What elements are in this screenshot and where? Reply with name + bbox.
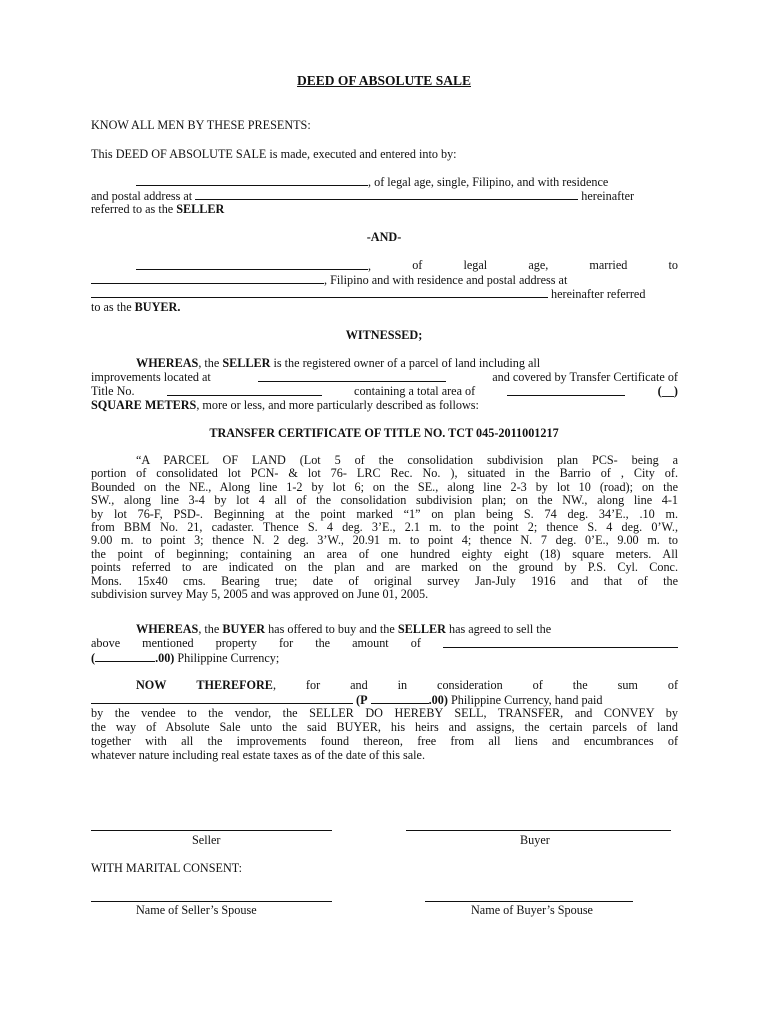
conveyance-text (91, 706, 678, 762)
description-row: Mons. 15x40 cms. Bearing true; date of original survey Jan-July 1916 and that of the (91, 573, 678, 588)
now-therefore-row-2 (91, 692, 602, 707)
seller-spouse-label: Name of Seller’s Spouse (136, 903, 257, 917)
seller-hereinafter: hereinafter (581, 189, 635, 203)
whereas2-offered: has offered to buy and the (265, 622, 398, 636)
price-figure-blank[interactable] (371, 692, 429, 704)
description-row: subdivision survey May 5, 2005 and was approved on June 01, 2005. (91, 586, 429, 601)
seller-term: SELLER (176, 202, 225, 216)
seller-signature-line[interactable] (91, 830, 332, 831)
title-no-label: Title No. (91, 384, 135, 398)
whereas1-the: , the (198, 356, 223, 370)
seller-term-2: SELLER (222, 356, 271, 370)
description-row: 9.00 m. to point 3; thence N. 2 deg. 3’W., 20.91 m. to point 4; thence N. 7 deg. 0’E., 9.00 m. to (91, 533, 678, 548)
price-words-blank[interactable] (91, 692, 353, 704)
description-row: Bounded on the NE., Along line 1-2 by lot 6; on the SE., along line 2-3 by lot 10 (road); on the (91, 479, 678, 494)
whereas2-row-3 (91, 650, 279, 665)
whereas1-row-1 (136, 356, 678, 370)
consideration-word: the (572, 678, 588, 692)
title-no-blank[interactable] (167, 384, 322, 396)
seller-line-2 (91, 188, 634, 203)
seller-line-1 (136, 174, 608, 189)
buyer-term-2: BUYER (222, 622, 266, 636)
amount-paren-open: ( (91, 651, 96, 665)
buyer-signature-line[interactable] (406, 830, 671, 831)
amount-figure-blank[interactable] (95, 650, 155, 662)
amount-word: property (215, 636, 257, 650)
and-separator (0, 230, 768, 244)
amount-words-blank[interactable] (443, 636, 678, 648)
buyer-line-2-text: , Filipino and with residence and postal address at (324, 273, 568, 287)
marital-consent-label: WITH MARITAL CONSENT: (91, 861, 242, 875)
whereas2-agreed: has agreed to sell the (445, 622, 552, 636)
buyer-line-4 (91, 300, 180, 314)
buyer-referred-text: to as the (91, 300, 132, 314)
whereas2-row-2 (91, 636, 678, 650)
therefore-comma: , (272, 678, 276, 692)
currency-text: Philippine Currency; (174, 651, 280, 665)
conveyance-row: by the vendee to the vendor, the SELLER DO HEREBY SELL, TRANSFER, and CONVEY by (91, 706, 678, 720)
buyer-word-age: age, (528, 258, 549, 272)
seller-line-1-text: , of legal age, single, Filipino, and with residence (368, 175, 609, 189)
tct-heading-text: TRANSFER CERTIFICATE OF TITLE NO. TCT 045-2011001217 (209, 426, 559, 440)
total-area-text: containing a total area of (354, 384, 476, 398)
buyer-signature-label: Buyer (520, 833, 550, 847)
consideration-word: for (305, 678, 321, 692)
buyer-spouse-blank[interactable] (91, 272, 324, 284)
description-row: “A PARCEL OF LAND (Lot 5 of the consolidation subdivision plan PCS- being a (136, 453, 678, 467)
hand-paid-text: Philippine Currency, hand paid (447, 693, 603, 707)
description-row: from BBM No. 21, cadaster. Thence S. 4 deg. 3’E., 2.1 m. to the point 2; thence S. 4 deg. 0’W., (91, 519, 678, 534)
consideration-word: of (532, 678, 543, 692)
whereas1-text: is the registered owner of a parcel of land including all (270, 356, 541, 370)
whereas-term: WHEREAS (136, 356, 199, 370)
description-row: portion of consolidated lot PCN- & lot 76- LRC Rec. No. ), situated in the Barrio of , City of. (91, 466, 678, 481)
and-text: -AND- (366, 230, 402, 244)
price-paren-open: (P (356, 693, 368, 707)
consideration-word: consideration (437, 678, 503, 692)
buyer-line-3 (91, 286, 645, 301)
buyer-spouse-signature-line[interactable] (425, 901, 633, 902)
buyer-word-to: to (668, 258, 678, 272)
covered-by-text: and covered by Transfer Certificate of (492, 370, 678, 384)
described-text: , more or less, and more particularly described as follows: (196, 398, 479, 412)
intro-text: KNOW ALL MEN BY THESE PRESENTS: (91, 118, 311, 132)
price-cents: .00) (428, 693, 448, 707)
seller-line-3 (91, 202, 224, 216)
witnessed-heading (0, 328, 768, 342)
now-therefore-row-1 (136, 678, 678, 692)
seller-signature-label: Seller (192, 833, 221, 847)
amount-word: above (91, 636, 121, 650)
conveyance-row: whatever nature including real estate taxes as of the date of this sale. (91, 748, 426, 762)
witnessed-text: WITNESSED; (345, 328, 423, 342)
seller-address-blank[interactable] (195, 188, 578, 200)
seller-term-3: SELLER (397, 622, 446, 636)
buyer-line-2 (91, 272, 678, 287)
square-meters-term: SQUARE METERS (91, 398, 197, 412)
description-row: by lot 76-F, PSD-. Beginning at the point marked “1” on plan being S. 74 deg. 34’E., .10 m. (91, 506, 678, 521)
consideration-word: of (667, 678, 678, 692)
amount-word: of (410, 636, 421, 650)
tct-heading (0, 426, 768, 440)
land-description (91, 454, 678, 601)
whereas1-row-4 (91, 398, 479, 412)
amount-word: for (278, 636, 294, 650)
description-row: points referred to are indicated on the plan and are marked on the ground by P.S. Cyl. Conc. (91, 560, 678, 575)
conveyance-row: together with all the improvements found thereon, free from all liens and encumbrances of (91, 734, 678, 748)
therefore-term: THEREFORE (196, 678, 273, 692)
buyer-hereinafter: hereinafter referred (551, 287, 646, 301)
description-row: SW., along line 3-4 by lot 4 all of the consolidation subdivision plan; on the NW., along line 4-1 (91, 493, 678, 508)
buyer-name-blank[interactable] (136, 258, 368, 270)
amount-word: mentioned (142, 636, 194, 650)
seller-address-label: and postal address at (91, 189, 193, 203)
document-title: DEED OF ABSOLUTE SALE (297, 73, 471, 88)
consideration-word: and (350, 678, 368, 692)
amount-cents: .00) (155, 651, 175, 665)
description-row: the point of beginning; containing an area of one hundred eighty eight (18) square meters. All (91, 546, 678, 561)
amount-word: the (315, 636, 331, 650)
consideration-word: in (397, 678, 408, 692)
whereas2-row-1 (136, 622, 678, 636)
consideration-word: sum (617, 678, 638, 692)
conveyance-row: the way of Absolute Sale unto the said BUYER, his heirs and assigns, the certain parcels of land (91, 720, 678, 734)
whereas1-row-2 (91, 370, 678, 384)
buyer-word-legal: legal (463, 258, 488, 272)
amount-word: amount (352, 636, 389, 650)
made-text: This DEED OF ABSOLUTE SALE is made, executed and entered into by: (91, 147, 457, 161)
buyer-word-married: married (589, 258, 628, 272)
buyer-word-of: of (412, 258, 423, 272)
seller-spouse-signature-line[interactable] (91, 901, 332, 902)
improvements-text: improvements located at (91, 370, 211, 384)
buyer-spouse-label: Name of Buyer’s Spouse (471, 903, 593, 917)
whereas1-row-3 (91, 384, 678, 398)
seller-referred-text: referred to as the (91, 202, 174, 216)
buyer-term: BUYER. (134, 300, 181, 314)
buyer-line-1 (136, 258, 678, 273)
buyer-comma: , (368, 259, 372, 273)
seller-name-blank[interactable] (136, 174, 368, 186)
whereas-term-2: WHEREAS (136, 622, 199, 636)
buyer-address-blank[interactable] (91, 286, 548, 298)
now-term: NOW (136, 678, 167, 692)
area-paren: (__) (657, 384, 678, 398)
area-blank[interactable] (507, 384, 625, 396)
whereas2-the: , the (198, 622, 223, 636)
location-blank[interactable] (258, 370, 446, 382)
